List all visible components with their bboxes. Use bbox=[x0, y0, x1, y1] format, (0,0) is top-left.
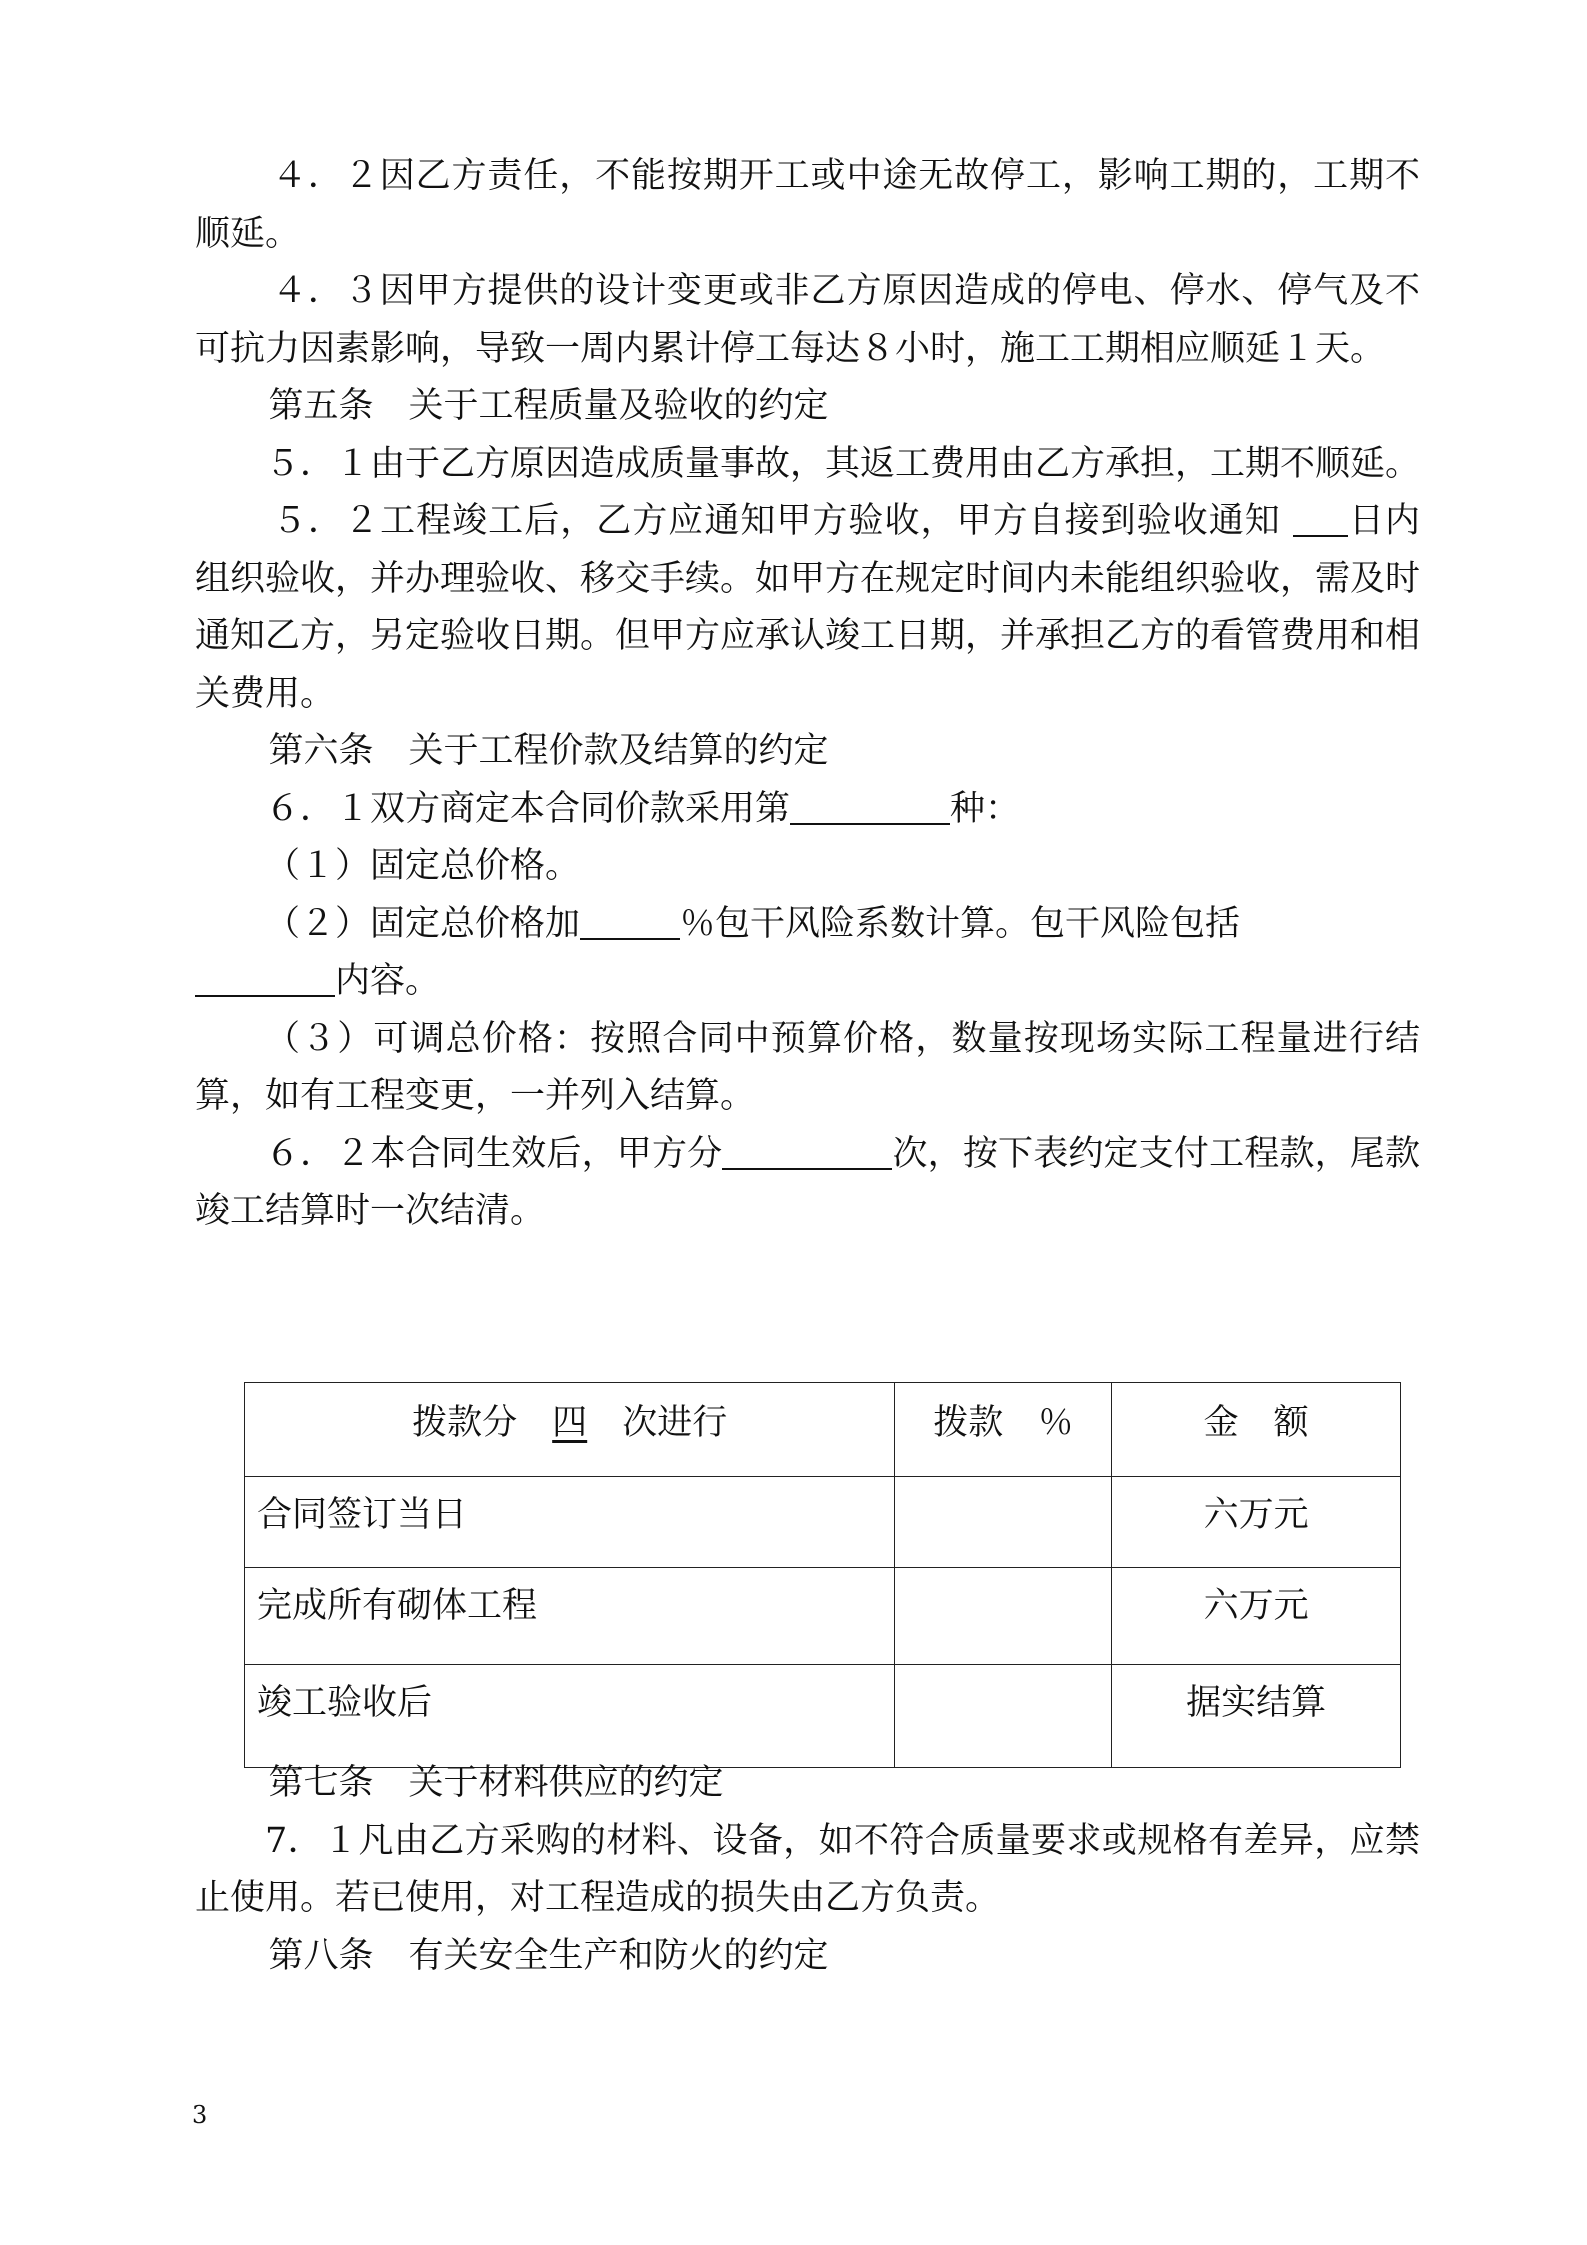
option-2-start: （２）固定总价格加 bbox=[265, 903, 581, 944]
risk-percent-blank[interactable] bbox=[580, 903, 680, 940]
table-header-row bbox=[245, 1383, 1401, 1477]
clause-6-2-start: ６．２本合同生效后，甲方分 bbox=[265, 1133, 723, 1174]
body-text-lower bbox=[195, 1755, 1420, 1985]
percent-cell bbox=[895, 1665, 1112, 1768]
amount-cell: 六万元 bbox=[1112, 1477, 1401, 1568]
table-row bbox=[245, 1665, 1401, 1768]
clause-4-3: ４．３因甲方提供的设计变更或非乙方原因造成的停电、停水、停气及不可抗力因素影响，导致一周内累计停工每达８小时，施工工期相应顺延１天。 bbox=[195, 271, 1420, 369]
body-text-upper bbox=[195, 148, 1420, 1241]
option-1: （１）固定总价格。 bbox=[265, 846, 581, 886]
clause-7-1: 7．１凡由乙方采购的材料、设备，如不符合质量要求或规格有差异，应禁止使用。若已使用，对工程造成的损失由乙方负责。 bbox=[195, 1820, 1420, 1918]
payment-schedule-table bbox=[244, 1382, 1401, 1768]
clause-6-2-rest: 次，按下表约定支付工程款，尾款竣工结算时一次结清。 bbox=[195, 1133, 1420, 1231]
clause-6-1-rest: 种： bbox=[950, 788, 1021, 829]
installment-count: 四 bbox=[552, 1403, 588, 1443]
price-type-blank[interactable] bbox=[790, 788, 950, 825]
clause-6-2 bbox=[195, 1126, 1420, 1241]
stage-cell: 竣工验收后 bbox=[245, 1665, 895, 1768]
header-percent: 拨款 ％ bbox=[895, 1383, 1112, 1477]
amount-cell: 据实结算 bbox=[1112, 1665, 1401, 1768]
clause-5-2-start: ５．２工程竣工后，乙方应通知甲方验收，甲方自接到验收通知 bbox=[272, 501, 1293, 541]
installment-count-blank[interactable] bbox=[722, 1133, 892, 1170]
clause-5-2 bbox=[195, 493, 1420, 723]
page-number: 3 bbox=[192, 2101, 208, 2129]
clause-4-2: ４．２因乙方责任，不能按期开工或中途无故停工，影响工期的，工期不顺延。 bbox=[195, 156, 1420, 254]
table-row bbox=[245, 1568, 1401, 1665]
option-3: （３）可调总价格：按照合同中预算价格，数量按现场实际工程量进行结算，如有工程变更，一并列入结算。 bbox=[195, 1018, 1420, 1116]
clause-6-1 bbox=[195, 781, 1420, 839]
amount-cell: 六万元 bbox=[1112, 1568, 1401, 1665]
acceptance-days-blank[interactable] bbox=[1293, 500, 1348, 537]
percent-cell bbox=[895, 1568, 1112, 1665]
stage-cell: 合同签订当日 bbox=[245, 1477, 895, 1568]
article-8-title: 第八条 有关安全生产和防火的约定 bbox=[268, 1935, 829, 1976]
risk-content-blank[interactable] bbox=[195, 960, 335, 997]
header-stage: 拨款分 四 次进行 bbox=[245, 1383, 895, 1477]
clause-6-1-start: ６．１双方商定本合同价款采用第 bbox=[265, 788, 791, 829]
percent-cell bbox=[895, 1477, 1112, 1568]
option-2 bbox=[195, 896, 1420, 1011]
option-2-mid: ％包干风险系数计算。包干风险包括 bbox=[680, 903, 1241, 944]
clause-5-1: ５．１由于乙方原因造成质量事故，其返工费用由乙方承担，工期不顺延。 bbox=[265, 443, 1421, 484]
article-6-title: 第六条 关于工程价款及结算的约定 bbox=[268, 731, 829, 771]
table-row bbox=[245, 1477, 1401, 1568]
option-2-rest: 内容。 bbox=[335, 961, 441, 1001]
article-7-title: 第七条 关于材料供应的约定 bbox=[268, 1763, 724, 1803]
header-amount: 金 额 bbox=[1112, 1383, 1401, 1477]
stage-cell: 完成所有砌体工程 bbox=[245, 1568, 895, 1665]
clause-5-2-rest: 日内组织验收，并办理验收、移交手续。如甲方在规定时间内未能组织验收，需及时通知乙方，另定验收日期。但甲方应承认竣工日期，并承担乙方的看管费用和相关费用。 bbox=[195, 501, 1421, 714]
article-5-title: 第五条 关于工程质量及验收的约定 bbox=[268, 386, 829, 426]
